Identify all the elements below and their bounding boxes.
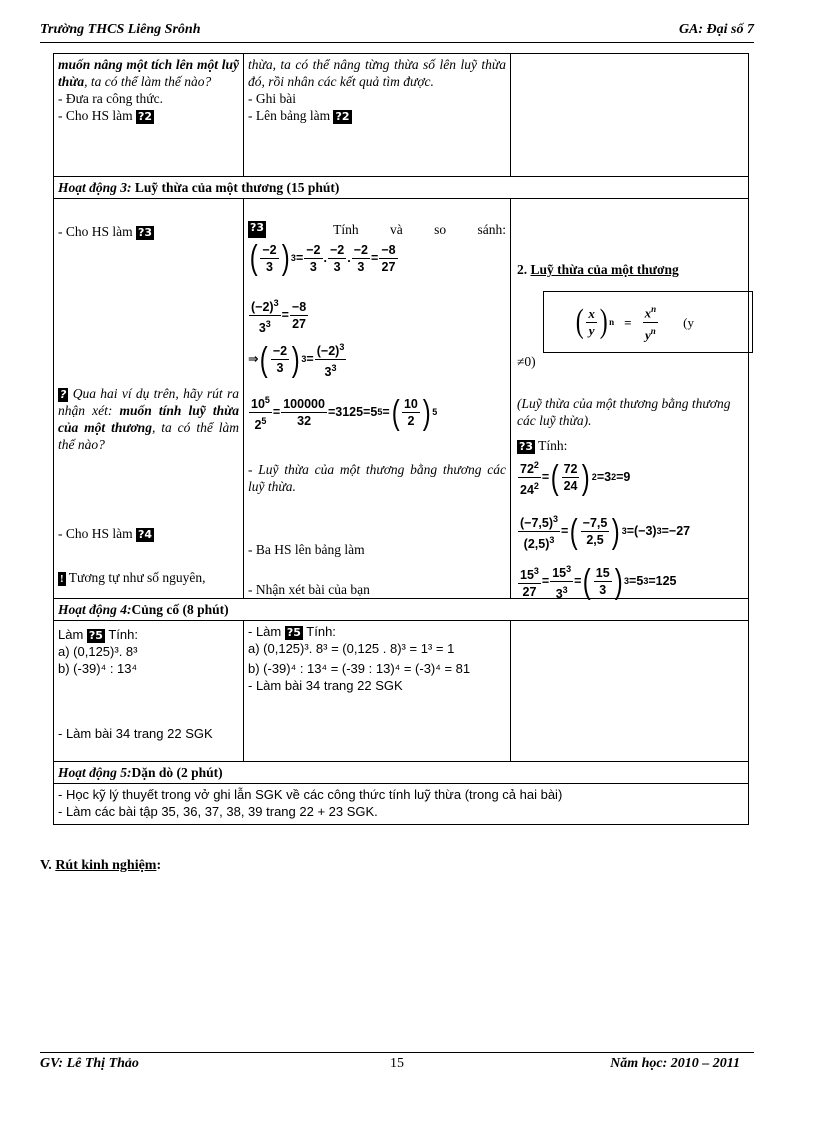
cell-text: - Làm bài 34 trang 22 SGK [58, 726, 213, 741]
section-label: Hoạt động 5: [58, 765, 132, 780]
homework-cell [54, 784, 749, 825]
math-text: 24 [520, 483, 534, 498]
formula-box: ( $\frac{x}{y}$ ) n = $\frac{x^n}{y^n}$ (y [543, 291, 753, 353]
math-text: x [644, 305, 652, 321]
math-text: 2 [407, 414, 415, 429]
highlight-text: muốn tính luỹ thừa của một thương [58, 403, 239, 435]
math-text: (y [683, 314, 694, 330]
cell-text: b) (-39)⁴ : 13⁴ [58, 661, 138, 676]
math-text: 3 [273, 298, 279, 308]
math-text: 10 [251, 397, 265, 412]
math-text: 3 [258, 321, 266, 336]
math-text: −2 [272, 344, 288, 359]
math-text: 3 [290, 252, 296, 263]
cell-text: (Luỹ thừa của một thương bằng thương các luỹ thừa). [517, 396, 731, 428]
header-school: Trường THCS Liêng Srônh [40, 22, 201, 37]
exclamation-badge: ! [60, 572, 64, 585]
equation-2 [248, 295, 309, 336]
section-title: Củng cố (8 phút) [131, 602, 229, 617]
header-rule [40, 42, 754, 43]
math-text: 3 [333, 259, 341, 274]
math-text: 3 [656, 526, 662, 537]
cell-text: b) (-39)⁴ : 13⁴ = (-39 : 13)⁴ = (-3)⁴ = 81 [248, 661, 471, 676]
highlight-text: muốn nâng một tích lên một luỹ thừa [58, 57, 239, 89]
math-text: 2 [591, 472, 597, 483]
cell-text: - Cho HS làm [58, 526, 133, 541]
math-text: 3 [643, 576, 649, 587]
math-text: 2 [533, 481, 539, 492]
math-text: =125 [648, 574, 677, 589]
cell-text: a) (0,125)³. 8³ [58, 644, 138, 659]
math-text: =−27 [661, 524, 691, 539]
math-text: 72 [563, 462, 578, 477]
math-text: −2 [353, 242, 369, 257]
board-cell [511, 54, 749, 177]
math-text: = [295, 250, 304, 265]
cell-text: - Cho HS làm [58, 224, 133, 239]
cell-text: - Ba HS lên bảng làm [248, 542, 365, 557]
math-text: =9 [616, 470, 631, 485]
cell-text: , ta có thể làm thế nào? [84, 74, 212, 89]
math-text: (−7,5) [520, 516, 554, 531]
math-text: 3 [624, 576, 630, 587]
math-text: 2 [533, 460, 539, 470]
board-equation-1: $\frac{72^2}{24^2}$ = ( $\frac{72}{24}$ ) 2 =3 2 =9 [520, 458, 631, 498]
math-text: (−2) [316, 344, 340, 359]
cell-text: - Làm [248, 624, 282, 639]
math-text: 3 [301, 354, 307, 365]
question-badge: ?3 [519, 439, 534, 453]
subsection-title: Luỹ thừa của một thương [530, 262, 679, 277]
math-text: 27 [381, 259, 396, 274]
footer-rule [40, 1052, 754, 1053]
math-text: . [323, 250, 327, 265]
question-badge: ?5 [88, 628, 103, 642]
cell-text: - Học kỹ lý thuyết trong vở ghi lẫn SGK về các công thức tính luỹ thừa (trong cả hai bài) [58, 787, 563, 802]
question-badge: ?3 [138, 225, 153, 239]
cell-text: Tính: [302, 624, 336, 639]
cell-text: - Đưa ra công thức. [58, 91, 163, 106]
cell-text: - Nhận xét bài của bạn [248, 582, 370, 597]
cell-text: - Cho HS làm [58, 108, 133, 123]
math-text: 3 [553, 514, 559, 524]
math-text: = [281, 308, 289, 323]
math-text: 24 [563, 479, 578, 494]
math-text: =3 [596, 470, 612, 485]
equation-4: $\frac{10^5}{2^5}$ = $\frac{100000}{32}$ =3125=5 5 = ( $\frac{10}{2}$ ) 5 [251, 393, 438, 433]
math-text: 3 [566, 564, 572, 574]
math-text: 3 [533, 566, 539, 577]
section-number: V. [40, 858, 56, 873]
cell-text: 2. [517, 262, 531, 277]
math-text: 3 [265, 259, 273, 274]
math-text: 5 [377, 407, 383, 418]
math-text: = [382, 405, 390, 420]
section-title: Dặn dò (2 phút) [131, 765, 223, 780]
cell-text: thừa, ta có thể nâng từng thừa số lên luỹ thừa đó, rồi nhân các kết quả tìm được. [248, 57, 506, 89]
math-text: =(−3) [626, 524, 657, 539]
math-text: = [371, 250, 379, 265]
cell-text: Làm [58, 627, 84, 642]
cell-text: Tương tự như số nguyên, [65, 570, 206, 585]
math-text: n [650, 325, 656, 336]
question-badge: ? [60, 387, 67, 401]
question-badge: ?2 [335, 109, 350, 123]
student-cell [244, 199, 511, 599]
math-text: 3 [357, 259, 365, 274]
math-text: 27 [292, 317, 306, 332]
math-text: −8 [381, 242, 396, 257]
math-text: 3 [324, 365, 332, 380]
cell-text: Tính: [104, 627, 138, 642]
math-text: 2,5 [586, 533, 604, 548]
math-text: y [588, 322, 595, 338]
board-cell [511, 621, 749, 762]
student-cell [244, 621, 511, 762]
cell-text: - Luỹ thừa của một thương bằng thương các luỹ thừa. [248, 462, 506, 494]
cell-text: - Ghi bài [248, 91, 296, 106]
board-cell [511, 199, 749, 602]
math-text: 27 [522, 585, 537, 600]
section-colon: : [156, 858, 162, 873]
math-text: 10 [403, 397, 418, 412]
math-text: = [306, 352, 314, 367]
cell-text: , ta có thể làm thế nào? [58, 420, 239, 452]
math-text: n [609, 316, 615, 327]
math-text: (2,5) [523, 537, 550, 552]
board-equation-3: $\frac{15^3}{27}$ = $\frac{15^3}{3^3}$ = ( $\frac{15}{3}$ ) 3 =5 3 =125 [520, 562, 677, 602]
math-text: =3125=5 [327, 405, 378, 420]
math-text: 15 [520, 568, 534, 583]
question-badge: ?5 [286, 625, 301, 639]
section-5-title [40, 858, 161, 874]
section-label: Hoạt động 4: [58, 602, 132, 617]
math-text: 3 [562, 585, 568, 596]
math-text: = [624, 314, 632, 330]
math-text: 3 [339, 342, 345, 352]
equation-3: ⇒ ( $\frac{-2}{3}$ ) 3 = $\frac{(-2)^3}{3^3}$ [248, 340, 345, 380]
math-text: (−2) [251, 300, 274, 315]
math-text: 72 [520, 462, 534, 477]
math-text: = [541, 574, 550, 589]
math-text: 32 [297, 414, 312, 429]
footer-teacher: GV: Lê Thị Thảo [40, 1056, 139, 1071]
math-text: y [644, 326, 651, 342]
math-text: 5 [432, 407, 438, 418]
footer-page-number: 15 [390, 1056, 404, 1071]
footer-school-year: Năm học: 2010 – 2011 [610, 1056, 740, 1071]
question-badge: ?3 [248, 221, 266, 238]
math-text: 5 [261, 416, 267, 427]
math-text: 3 [599, 583, 607, 598]
math-text: 15 [595, 566, 610, 581]
math-text: . [347, 250, 351, 265]
section-row-hd3 [54, 177, 749, 199]
math-text: 3 [265, 319, 271, 330]
table-row [54, 199, 749, 599]
lesson-table [53, 53, 749, 825]
equation-1: ( $\frac{-2}{3}$ ) 3 = $\frac{-2}{3}$ . $\frac{-2}{3}$ . $\frac{-2}{3}$ = $\frac{-8}{27}$ [249, 239, 396, 277]
math-text: = [561, 524, 569, 539]
math-text: 15 [552, 566, 567, 581]
teacher-cell [54, 199, 244, 599]
cell-text: - Lên bảng làm [248, 108, 331, 123]
section-row-hd5 [54, 762, 749, 784]
teacher-cell [54, 54, 244, 177]
math-text: −2 [306, 242, 321, 257]
section-title: Luỹ thừa của một thương (15 phút) [131, 180, 340, 195]
cell-text: a) (0,125)³. 8³ = (0,125 . 8)³ = 1³ = 1 [248, 641, 455, 656]
math-text: 3 [276, 361, 284, 376]
math-text: = [272, 405, 281, 420]
math-text: n [651, 304, 657, 315]
cell-text: - Làm các bài tập 35, 36, 37, 38, 39 trang 22 + 23 SGK. [58, 804, 378, 819]
math-text: ⇒ [248, 352, 259, 367]
math-text: −8 [291, 300, 307, 315]
board-equation-2: $\frac{(-7,5)^3}{(2,5)^3}$ = ( $\frac{-7,5}{2,5}$ ) 3 =(−3) 3 =−27 [520, 512, 691, 552]
math-text: 100000 [283, 397, 325, 412]
math-text: 3 [621, 526, 627, 537]
math-text: =5 [629, 574, 644, 589]
math-text: 5 [264, 395, 270, 405]
table-row [54, 621, 749, 762]
cell-text: - Làm bài 34 trang 22 SGK [248, 678, 403, 693]
math-text: 2 [254, 418, 262, 433]
table-row [54, 54, 749, 177]
question-badge: ?2 [138, 109, 153, 123]
table-row [54, 784, 749, 825]
math-text: −2 [262, 242, 277, 257]
cell-text: Tính: [535, 438, 568, 453]
cell-text: Qua hai ví dụ trên, hãy rút ra nhận xét: [58, 386, 239, 418]
math-text: = [574, 574, 582, 589]
cell-text: ≠0) [517, 354, 536, 369]
section-heading: Rút kinh nghiệm [55, 858, 157, 873]
math-text: −7,5 [582, 516, 608, 531]
cell-text: Tính và so sánh: [333, 222, 506, 237]
math-text: 3 [549, 535, 555, 546]
section-label: Hoạt động 3: [58, 180, 132, 195]
math-text: 3 [309, 259, 317, 274]
math-text: = [541, 470, 550, 485]
student-cell [244, 54, 511, 177]
math-text: −2 [330, 242, 345, 257]
math-text: x [588, 305, 595, 321]
math-text: 3 [331, 363, 337, 374]
question-badge: ?4 [138, 527, 153, 541]
header-subject: GA: Đại số 7 [678, 22, 754, 37]
math-text: 2 [611, 472, 617, 483]
teacher-cell [54, 621, 244, 762]
math-text: 3 [555, 587, 563, 602]
